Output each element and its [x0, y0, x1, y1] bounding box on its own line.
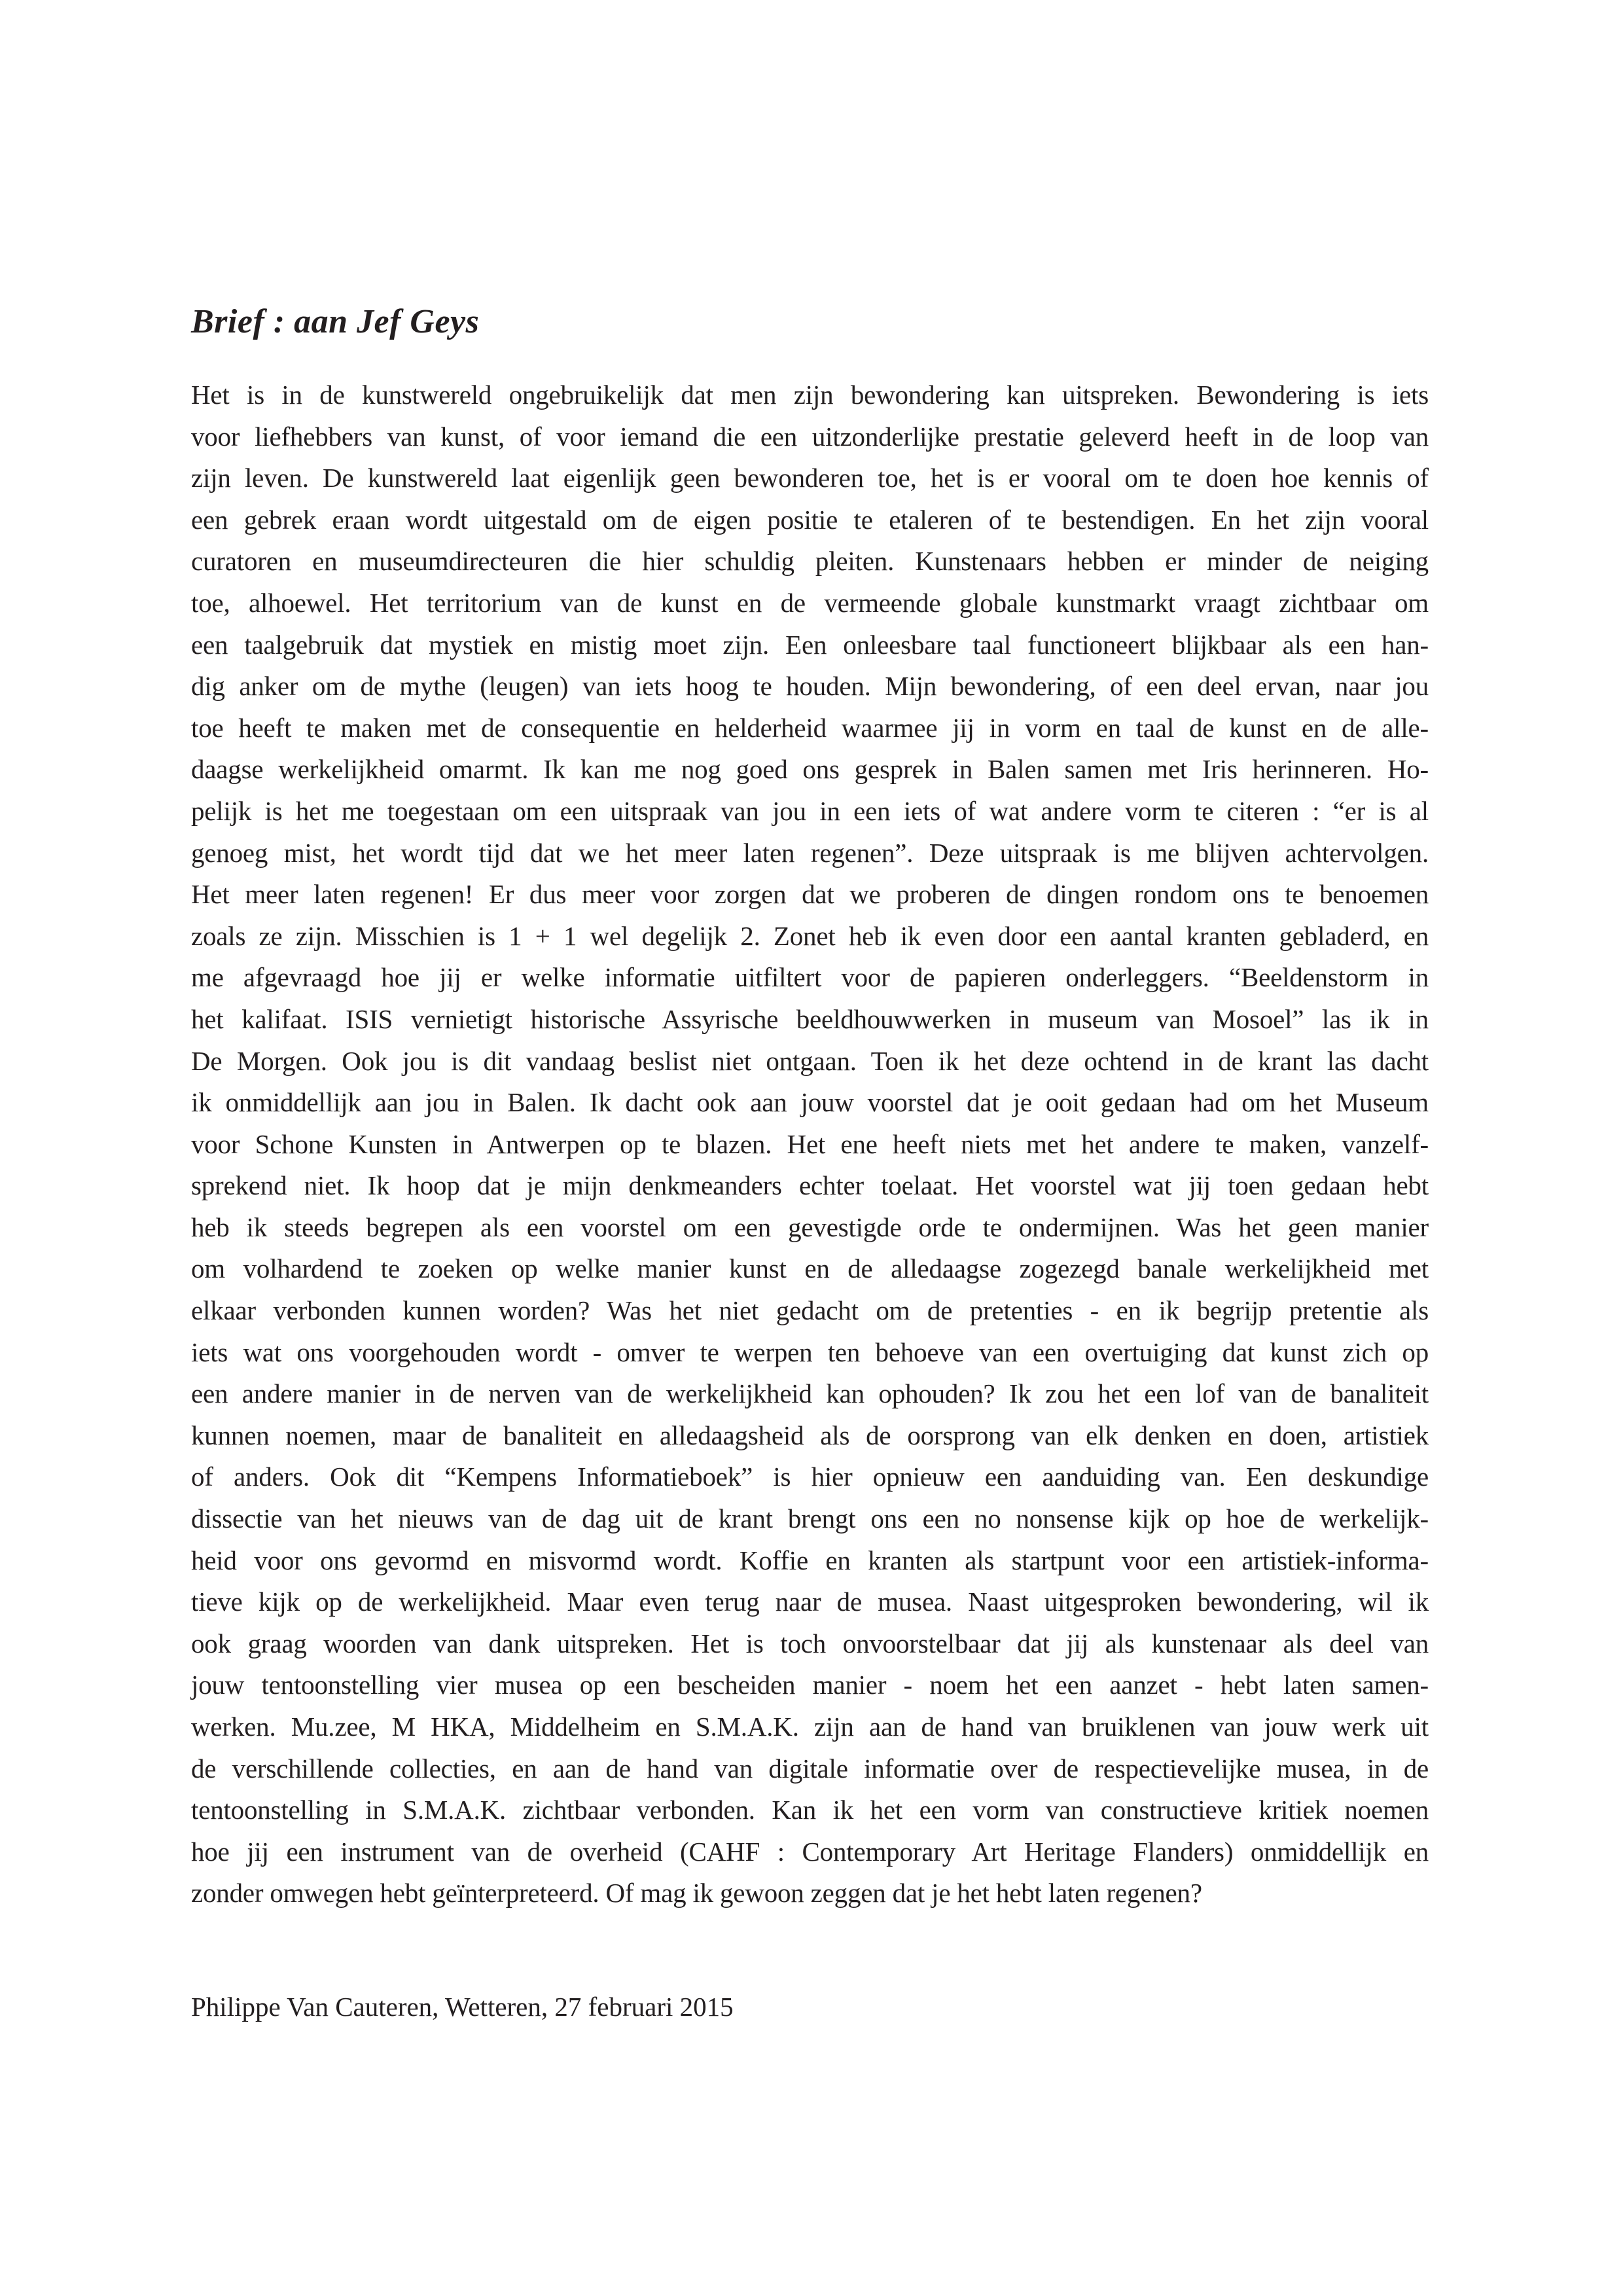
body-line: Het is in de kunstwereld ongebruikelijk dat men zijn bewondering kan uitspreken. Bewondering is iets [191, 380, 1429, 410]
body-line: om volhardend te zoeken op welke manier kunst en de alledaagse zogezegd banale werkelijkheid met [191, 1253, 1429, 1284]
body-line: kunnen noemen, maar de banaliteit en alledaagsheid als de oorsprong van elk denken en doen, artistiek [191, 1420, 1429, 1450]
body-line: pelijk is het me toegestaan om een uitspraak van jou in een iets of wat andere vorm te citeren : “er is al [191, 795, 1429, 826]
body-line: ook graag woorden van dank uitspreken. Het is toch onvoorstelbaar dat jij als kunstenaar als deel van [191, 1628, 1429, 1659]
body-line: me afgevraagd hoe jij er welke informatie uitfiltert voor de papieren onderleggers. “Beeldenstorm in [191, 962, 1429, 993]
body-line: curatoren en museumdirecteuren die hier schuldig pleiten. Kunstenaars hebben er minder de neiging [191, 546, 1429, 577]
body-line: een gebrek eraan wordt uitgestald om de eigen positie te etaleren of te bestendigen. En het zijn vooral [191, 504, 1429, 535]
body-line: dissectie van het nieuws van de dag uit de krant brengt ons een no nonsense kijk op hoe de werkelijk- [191, 1503, 1429, 1534]
body-line: heb ik steeds begrepen als een voorstel om een gevestigde orde te ondermijnen. Was het geen manier [191, 1211, 1429, 1242]
body-line: hoe jij een instrument van de overheid (CAHF : Contemporary Art Heritage Flanders) onmiddellijk en [191, 1836, 1429, 1867]
body-line: tentoonstelling in S.M.A.K. zichtbaar verbonden. Kan ik het een vorm van constructieve kritiek noemen [191, 1795, 1429, 1825]
body-line: het kalifaat. ISIS vernietigt historische Assyrische beeldhouwwerken in museum van Mosoel” las ik in [191, 1003, 1429, 1034]
body-line-last: zonder omwegen hebt geïnterpreteerd. Of mag ik gewoon zeggen dat je het hebt laten regenen? [191, 1878, 1202, 1909]
body-line: ik onmiddellijk aan jou in Balen. Ik dacht ook aan jouw voorstel dat je ooit gedaan had om het Museum [191, 1087, 1429, 1118]
body-line: elkaar verbonden kunnen worden? Was het niet gedacht om de pretenties - en ik begrijp pretentie als [191, 1295, 1429, 1326]
body-line: iets wat ons voorgehouden wordt - omver te werpen ten behoeve van een overtuiging dat kunst zich op [191, 1336, 1429, 1367]
letter-body [191, 374, 1429, 1914]
letter-title: Brief : aan Jef Geys [191, 303, 480, 340]
body-line: de verschillende collecties, en aan de hand van digitale informatie over de respectievelijke musea, in de [191, 1753, 1429, 1784]
body-line: zoals ze zijn. Misschien is 1 + 1 wel degelijk 2. Zonet heb ik even door een aantal kranten gebladerd, en [191, 920, 1429, 951]
body-line: werken. Mu.zee, M HKA, Middelheim en S.M.A.K. zijn aan de hand van bruiklenen van jouw werk uit [191, 1712, 1429, 1742]
body-line: genoeg mist, het wordt tijd dat we het meer laten regenen”. Deze uitspraak is me blijven achtervolgen. [191, 837, 1429, 868]
body-line: De Morgen. Ook jou is dit vandaag beslist niet ontgaan. Toen ik het deze ochtend in de krant las dacht [191, 1045, 1429, 1076]
body-line: tieve kijk op de werkelijkheid. Maar even terug naar de musea. Naast uitgesproken bewondering, wil ik [191, 1587, 1429, 1617]
body-line: toe heeft te maken met de consequentie en helderheid waarmee jij in vorm en taal de kunst en de alle- [191, 712, 1429, 743]
body-line: of anders. Ook dit “Kempens Informatieboek” is hier opnieuw een aanduiding van. Een deskundige [191, 1462, 1429, 1492]
body-line: voor liefhebbers van kunst, of voor iemand die een uitzonderlijke prestatie geleverd heeft in de loop van [191, 421, 1429, 452]
body-line: voor Schone Kunsten in Antwerpen op te blazen. Het ene heeft niets met het andere te maken, vanzelf- [191, 1128, 1429, 1159]
body-line: daagse werkelijkheid omarmt. Ik kan me nog goed ons gesprek in Balen samen met Iris herinneren. Ho- [191, 754, 1429, 785]
body-line: sprekend niet. Ik hoop dat je mijn denkmeanders echter toelaat. Het voorstel wat jij toen gedaan hebt [191, 1170, 1429, 1201]
body-line: zijn leven. De kunstwereld laat eigenlijk geen bewonderen toe, het is er vooral om te doen hoe kennis of [191, 463, 1429, 493]
body-line: jouw tentoonstelling vier musea op een bescheiden manier - noem het een aanzet - hebt laten samen- [191, 1670, 1429, 1700]
signature-line: Philippe Van Cauteren, Wetteren, 27 februari 2015 [191, 1992, 734, 2022]
body-line: heid voor ons gevormd en misvormd wordt. Koffie en kranten als startpunt voor een artistiek-informa- [191, 1545, 1429, 1575]
body-line: dig anker om de mythe (leugen) van iets hoog te houden. Mijn bewondering, of een deel ervan, naar jou [191, 671, 1429, 702]
body-line: toe, alhoewel. Het territorium van de kunst en de vermeende globale kunstmarkt vraagt zichtbaar om [191, 587, 1429, 618]
body-line: een andere manier in de nerven van de werkelijkheid kan ophouden? Ik zou het een lof van de banaliteit [191, 1378, 1429, 1409]
body-line: Het meer laten regenen! Er dus meer voor zorgen dat we proberen de dingen rondom ons te benoemen [191, 879, 1429, 910]
body-line: een taalgebruik dat mystiek en mistig moet zijn. Een onleesbare taal functioneert blijkbaar als een han- [191, 629, 1429, 660]
